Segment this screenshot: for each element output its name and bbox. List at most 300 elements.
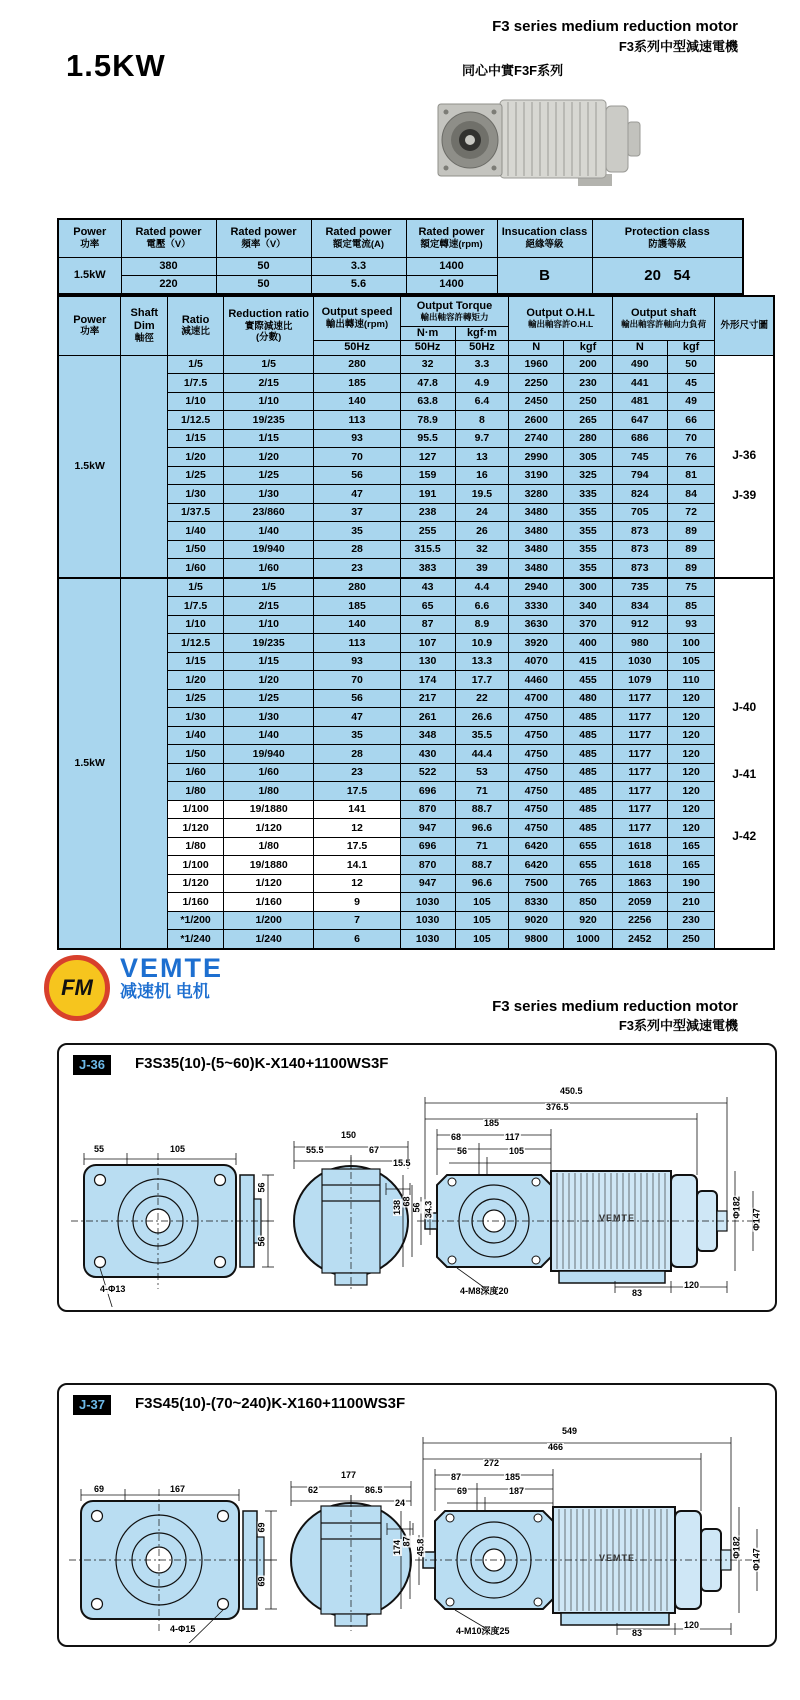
logo-subtitle: 减速机 电机 — [120, 982, 210, 1001]
cell: 9020 — [509, 911, 564, 930]
cell: 85 — [667, 597, 715, 616]
cell: 56 — [314, 466, 400, 485]
cell: 17.5 — [314, 837, 400, 856]
dim-labels-layer — [59, 1385, 775, 1645]
cell: 23/860 — [224, 503, 314, 522]
cell: 200 — [564, 355, 613, 374]
cell: 26 — [455, 522, 509, 541]
cell: 735 — [612, 578, 667, 597]
cell: 696 — [400, 782, 455, 801]
cell: 7 — [314, 911, 400, 930]
cell: 13 — [455, 448, 509, 467]
cell: 95.5 — [400, 429, 455, 448]
cell: 1/25 — [224, 689, 314, 708]
cell: 47.8 — [400, 374, 455, 393]
cell: 1/25 — [224, 466, 314, 485]
t1-h-power: Power 功率 — [58, 219, 121, 257]
page-ref: J-39 — [732, 488, 757, 503]
dim-label: 24 — [395, 1498, 406, 1508]
dim-label: 87 — [451, 1472, 462, 1482]
dim-label: 185 — [484, 1118, 500, 1128]
cell: 89 — [667, 522, 715, 541]
cell: 655 — [564, 837, 613, 856]
t2-h-shaftout: Output shaft 輸出軸容許軸向力負荷 — [612, 296, 715, 340]
cell: 105 — [455, 893, 509, 912]
cell: 490 — [612, 355, 667, 374]
drawing-page-badge: J-36 — [73, 1055, 111, 1075]
dim-label: 174 — [392, 1539, 403, 1556]
cell: 19/1880 — [224, 856, 314, 875]
cell: 2/15 — [224, 597, 314, 616]
dim-label: 450.5 — [560, 1086, 583, 1096]
t2-h-ratio: Ratio 減速比 — [168, 296, 224, 355]
cell: 850 — [564, 893, 613, 912]
cell: 6.6 — [455, 597, 509, 616]
cell: 370 — [564, 615, 613, 634]
dim-labels-layer — [59, 1045, 775, 1310]
cell: 6 — [314, 930, 400, 949]
dim-label: 56 — [256, 1182, 267, 1193]
cell: 255 — [400, 522, 455, 541]
cell: 705 — [612, 503, 667, 522]
cell: 230 — [667, 911, 715, 930]
t1-h-voltage: Rated power 電壓（V） — [121, 219, 216, 257]
cell: 105 — [455, 911, 509, 930]
cell: 3.3 — [455, 355, 509, 374]
cell: 19/1880 — [224, 800, 314, 819]
cell: 265 — [564, 411, 613, 430]
cell: 66 — [667, 411, 715, 430]
cell: 93 — [314, 652, 400, 671]
cell: 28 — [314, 745, 400, 764]
t1-cell: 380 — [121, 257, 216, 275]
power-cell: 1.5kW — [58, 578, 121, 949]
cell: 1/15 — [224, 652, 314, 671]
dim-label: 83 — [632, 1288, 643, 1298]
cell: 78.9 — [400, 411, 455, 430]
dim-label: 4-Φ15 — [170, 1624, 196, 1634]
cell: 430 — [400, 745, 455, 764]
cell: 1/12.5 — [168, 634, 224, 653]
dim-label: 68 — [451, 1132, 462, 1142]
dim-label: 120 — [684, 1280, 700, 1290]
cell: 1177 — [612, 745, 667, 764]
cell: 485 — [564, 726, 613, 745]
cell: 280 — [314, 578, 400, 597]
cell: 1/120 — [224, 874, 314, 893]
cell: 120 — [667, 745, 715, 764]
cell: 2452 — [612, 930, 667, 949]
dim-label: 62 — [308, 1485, 319, 1495]
cell: 4070 — [509, 652, 564, 671]
cell: 3630 — [509, 615, 564, 634]
t2-h-speed: Output speed 輸出轉速(rpm) — [314, 296, 400, 340]
cell: 261 — [400, 708, 455, 727]
page-ref-cell — [715, 578, 774, 949]
cell: 920 — [564, 911, 613, 930]
cell: 43 — [400, 578, 455, 597]
cell: 1/10 — [168, 392, 224, 411]
cell: 32 — [455, 540, 509, 559]
cell: 3190 — [509, 466, 564, 485]
t2-sub: kgf — [667, 340, 715, 355]
dim-label: 138 — [392, 1199, 403, 1216]
cell: 4.9 — [455, 374, 509, 393]
cell: 1/20 — [168, 671, 224, 690]
cell: 6420 — [509, 856, 564, 875]
cell: 3480 — [509, 559, 564, 578]
cell: 230 — [564, 374, 613, 393]
power-rating-label: 1.5KW — [66, 48, 166, 83]
cell: 655 — [564, 856, 613, 875]
dim-label: 117 — [505, 1132, 520, 1142]
cell: 1/30 — [224, 485, 314, 504]
cell: 44.4 — [455, 745, 509, 764]
cell: 81 — [667, 466, 715, 485]
cell: 120 — [667, 800, 715, 819]
cell: 105 — [667, 652, 715, 671]
dim-label: 105 — [509, 1146, 525, 1156]
cell: 335 — [564, 485, 613, 504]
cell: 870 — [400, 856, 455, 875]
cell: 696 — [400, 837, 455, 856]
cell: 72 — [667, 503, 715, 522]
t2-h-dimcol: 外形尺寸圖 — [715, 296, 774, 355]
cell: 2059 — [612, 893, 667, 912]
dim-label: Φ147 — [751, 1548, 762, 1571]
cell: 4750 — [509, 708, 564, 727]
t1-h-current: Rated power 額定電流(A) — [311, 219, 406, 257]
t2-h-torque: Output Torque 輸出軸容許轉矩力 — [400, 296, 509, 326]
cell: 2/15 — [224, 374, 314, 393]
cell: 1/30 — [224, 708, 314, 727]
cell: 2256 — [612, 911, 667, 930]
cell: 120 — [667, 726, 715, 745]
motor-watermark: VEMTE — [599, 1553, 636, 1563]
cell: 485 — [564, 819, 613, 838]
cell: 159 — [400, 466, 455, 485]
dim-label: 56 — [457, 1146, 468, 1156]
cell: 1/10 — [224, 392, 314, 411]
cell: 4750 — [509, 726, 564, 745]
drawing-title: F3S45(10)-(70~240)K-X160+1100WS3F — [135, 1395, 406, 1412]
cell: 1030 — [612, 652, 667, 671]
cell: 71 — [455, 782, 509, 801]
cell: 53 — [455, 763, 509, 782]
cell: 1/5 — [224, 578, 314, 597]
table-row — [58, 355, 774, 374]
cell: 140 — [314, 615, 400, 634]
dim-label: 67 — [369, 1145, 380, 1155]
cell: 3480 — [509, 522, 564, 541]
cell: 130 — [400, 652, 455, 671]
cell: 8 — [455, 411, 509, 430]
cell: 1618 — [612, 837, 667, 856]
cell: 2250 — [509, 374, 564, 393]
t1-cell: 220 — [121, 275, 216, 294]
cell: 1177 — [612, 763, 667, 782]
cell: 1/120 — [168, 819, 224, 838]
cell: 873 — [612, 540, 667, 559]
dim-label: 4-Φ13 — [100, 1284, 126, 1294]
t1-h-protection: Protection class 防護等級 — [592, 219, 743, 257]
t2-sub: 50Hz — [400, 340, 455, 355]
dim-label: Φ147 — [751, 1208, 762, 1231]
header-title-en: F3 series medium reduction motor — [492, 18, 738, 35]
cell: 185 — [314, 374, 400, 393]
cell: 1/25 — [168, 689, 224, 708]
cell: 1618 — [612, 856, 667, 875]
dim-label: 177 — [341, 1470, 357, 1480]
cell: 325 — [564, 466, 613, 485]
cell: 6420 — [509, 837, 564, 856]
cell: 1/40 — [224, 522, 314, 541]
dim-label: 87 — [401, 1536, 412, 1547]
cell: 686 — [612, 429, 667, 448]
t1-cell: 1400 — [406, 275, 497, 294]
cell: 26.6 — [455, 708, 509, 727]
cell: 19/940 — [224, 745, 314, 764]
dim-label: 272 — [484, 1458, 500, 1468]
cell: 1/15 — [168, 652, 224, 671]
cell: 4460 — [509, 671, 564, 690]
cell: 8.9 — [455, 615, 509, 634]
cell: 1/100 — [168, 800, 224, 819]
cell: 1/80 — [224, 837, 314, 856]
cell: 1/80 — [224, 782, 314, 801]
t1-cell: 3.3 — [311, 257, 406, 275]
dim-label: 167 — [170, 1484, 186, 1494]
dim-label: 4-M8深度20 — [460, 1286, 509, 1296]
cell: 1/50 — [168, 540, 224, 559]
cell: 28 — [314, 540, 400, 559]
cell: 1/12.5 — [168, 411, 224, 430]
page-ref-cell — [715, 355, 774, 578]
cell: 400 — [564, 634, 613, 653]
cell: 1863 — [612, 874, 667, 893]
cell: 4.4 — [455, 578, 509, 597]
cell: 10.9 — [455, 634, 509, 653]
cell: 834 — [612, 597, 667, 616]
cell: 1/120 — [168, 874, 224, 893]
cell: 89 — [667, 540, 715, 559]
page-ref: J-41 — [732, 766, 757, 781]
cell: 19/235 — [224, 634, 314, 653]
dim-label: 105 — [170, 1144, 186, 1154]
cell: 1/200 — [224, 911, 314, 930]
cell: 127 — [400, 448, 455, 467]
dim-label: 69 — [256, 1522, 267, 1533]
logo-icon — [44, 955, 110, 1021]
motor-photo — [430, 92, 646, 202]
cell: 6.4 — [455, 392, 509, 411]
t2-h-ohl: Output O.H.L 輸出軸容許O.H.L — [509, 296, 613, 340]
cell: 485 — [564, 708, 613, 727]
cell: 14.1 — [314, 856, 400, 875]
cell: 65 — [400, 597, 455, 616]
cell: 35.5 — [455, 726, 509, 745]
cell: 300 — [564, 578, 613, 597]
cell: 165 — [667, 837, 715, 856]
t1-cell: 50 — [216, 275, 311, 294]
cell: 13.3 — [455, 652, 509, 671]
cell: 56 — [314, 689, 400, 708]
cell: 485 — [564, 782, 613, 801]
cell: 76 — [667, 448, 715, 467]
dim-label: 466 — [548, 1442, 564, 1452]
cell: 1/30 — [168, 485, 224, 504]
dim-label: Φ182 — [731, 1196, 742, 1219]
cell: 1/60 — [168, 559, 224, 578]
cell: 441 — [612, 374, 667, 393]
cell: 120 — [667, 782, 715, 801]
section-title-cn: F3系列中型減速電機 — [618, 1018, 738, 1033]
cell: 24 — [455, 503, 509, 522]
cell: 1/10 — [224, 615, 314, 634]
dim-label: 15.5 — [393, 1158, 411, 1168]
cell: 9 — [314, 893, 400, 912]
dim-label: 376.5 — [546, 1102, 569, 1112]
t1-cell: 50 — [216, 257, 311, 275]
cell: *1/200 — [168, 911, 224, 930]
t2-h-shaft: Shaft Dim 軸徑 — [121, 296, 168, 355]
cell: 794 — [612, 466, 667, 485]
dim-label: 83 — [632, 1628, 643, 1638]
cell: 4750 — [509, 745, 564, 764]
dim-label: Φ182 — [731, 1536, 742, 1559]
cell: 1177 — [612, 800, 667, 819]
t1-h-speed: Rated power 額定轉速(rpm) — [406, 219, 497, 257]
cell: 250 — [667, 930, 715, 949]
cell: 238 — [400, 503, 455, 522]
power-spec-table — [57, 218, 744, 295]
cell: 481 — [612, 392, 667, 411]
cell: 9800 — [509, 930, 564, 949]
cell: 1/25 — [168, 466, 224, 485]
cell: 383 — [400, 559, 455, 578]
t1-h-insulation: Insucation class 絕緣等級 — [497, 219, 592, 257]
series-label: 同心中實F3F系列 — [462, 63, 564, 78]
cell: 70 — [314, 671, 400, 690]
dim-label: 45.8 — [415, 1538, 426, 1557]
cell: 1/60 — [224, 763, 314, 782]
cell: 87 — [400, 615, 455, 634]
cell: 1/5 — [168, 578, 224, 597]
dim-label: 187 — [509, 1486, 525, 1496]
logo-mark: FM — [61, 975, 93, 1000]
cell: 120 — [667, 708, 715, 727]
cell: 4750 — [509, 782, 564, 801]
cell: 947 — [400, 874, 455, 893]
cell: 1/120 — [224, 819, 314, 838]
cell: 2940 — [509, 578, 564, 597]
dim-label: 56 — [411, 1202, 422, 1213]
ratio-spec-table — [57, 295, 775, 950]
cell: 113 — [314, 634, 400, 653]
cell: 2990 — [509, 448, 564, 467]
t2-sub: 50Hz — [314, 340, 400, 355]
cell: 16 — [455, 466, 509, 485]
cell: 70 — [667, 429, 715, 448]
cell: 120 — [667, 763, 715, 782]
cell: 105 — [455, 930, 509, 949]
cell: 47 — [314, 485, 400, 504]
page-ref: J-42 — [732, 829, 757, 844]
cell: 1177 — [612, 782, 667, 801]
cell: 1960 — [509, 355, 564, 374]
cell: 19/235 — [224, 411, 314, 430]
cell: 63.8 — [400, 392, 455, 411]
t2-sub: N — [612, 340, 667, 355]
cell: 37 — [314, 503, 400, 522]
cell: 1/30 — [168, 708, 224, 727]
cell: 50 — [667, 355, 715, 374]
t1-power: 1.5kW — [58, 257, 121, 294]
header-title-cn: F3系列中型減速電機 — [618, 39, 738, 54]
cell: 22 — [455, 689, 509, 708]
cell: 355 — [564, 540, 613, 559]
cell: 93 — [314, 429, 400, 448]
cell: 1/20 — [224, 671, 314, 690]
t1-cell: 5.6 — [311, 275, 406, 294]
cell: 140 — [314, 392, 400, 411]
cell: 23 — [314, 559, 400, 578]
cell: 1/7.5 — [168, 597, 224, 616]
cell: 415 — [564, 652, 613, 671]
dim-label: 55.5 — [306, 1145, 324, 1155]
logo-name: VEMTE — [120, 953, 224, 983]
t2-sub: kgf — [564, 340, 613, 355]
page-ref: J-40 — [732, 700, 757, 715]
cell: 4700 — [509, 689, 564, 708]
cell: 2450 — [509, 392, 564, 411]
t2-sub: N — [509, 340, 564, 355]
cell: 1/50 — [168, 745, 224, 764]
cell: 45 — [667, 374, 715, 393]
cell: 88.7 — [455, 800, 509, 819]
shaft-dim-cell — [121, 355, 168, 578]
cell: 7500 — [509, 874, 564, 893]
cell: 485 — [564, 800, 613, 819]
cell: 75 — [667, 578, 715, 597]
cell: 348 — [400, 726, 455, 745]
cell: 1/40 — [168, 726, 224, 745]
t1-protection: 20 54 — [592, 257, 743, 294]
cell: 190 — [667, 874, 715, 893]
dim-label: 34.3 — [423, 1200, 434, 1219]
cell: 873 — [612, 522, 667, 541]
cell: 1030 — [400, 911, 455, 930]
cell: 23 — [314, 763, 400, 782]
cell: 250 — [564, 392, 613, 411]
cell: 1/60 — [224, 559, 314, 578]
cell: 47 — [314, 708, 400, 727]
cell: 12 — [314, 819, 400, 838]
cell: 1/37.5 — [168, 503, 224, 522]
drawing-title: F3S35(10)-(5~60)K-X140+1100WS3F — [135, 1055, 389, 1072]
cell: 355 — [564, 522, 613, 541]
cell: 4750 — [509, 763, 564, 782]
cell: 1/100 — [168, 856, 224, 875]
cell: 1177 — [612, 708, 667, 727]
cell: 1/80 — [168, 837, 224, 856]
cell: 3330 — [509, 597, 564, 616]
cell: 1/10 — [168, 615, 224, 634]
cell: 35 — [314, 726, 400, 745]
cell: 17.7 — [455, 671, 509, 690]
power-cell: 1.5kW — [58, 355, 121, 578]
cell: 480 — [564, 689, 613, 708]
